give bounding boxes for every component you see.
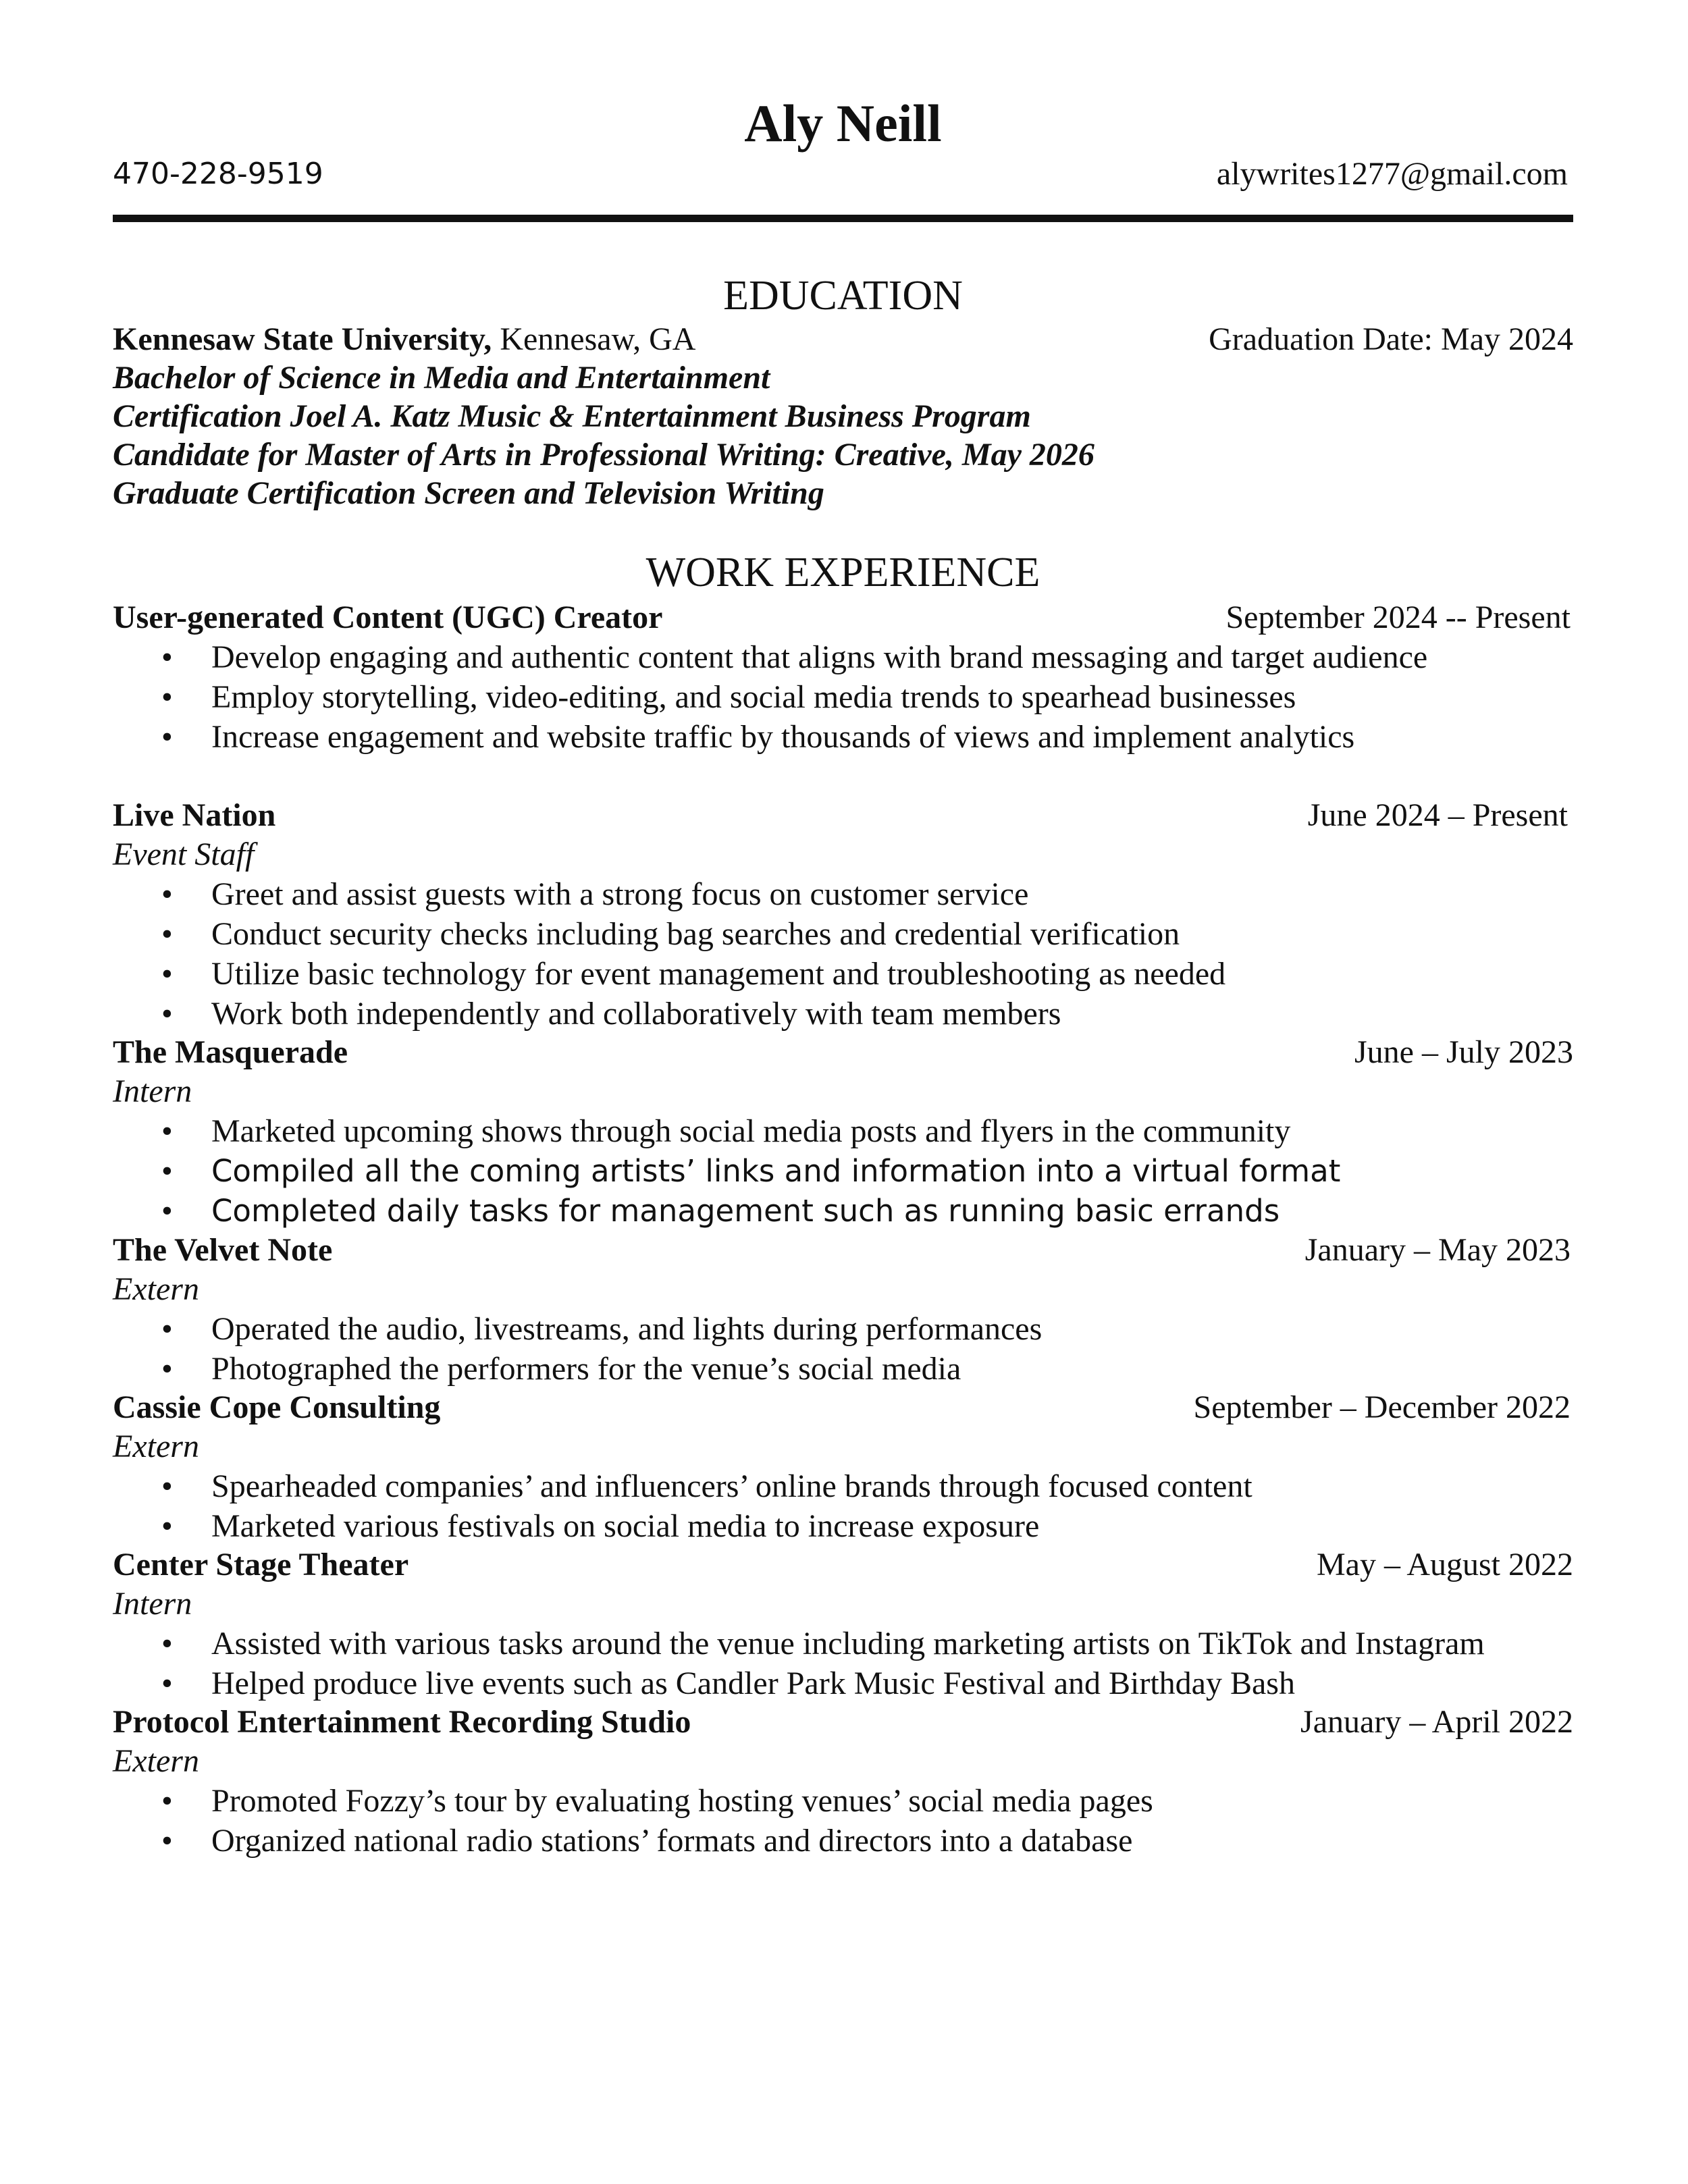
job-role: Intern <box>113 1073 192 1109</box>
job-org: Center Stage Theater <box>113 1547 409 1582</box>
job-header-live-nation <box>113 796 1573 835</box>
job-role: Event Staff <box>113 836 255 872</box>
job-dates: January – April 2022 <box>1300 1704 1573 1740</box>
job-org: Cassie Cope Consulting <box>113 1389 441 1425</box>
bullet-icon: • <box>161 956 173 992</box>
bullet-icon: • <box>161 1626 173 1661</box>
job-role: Extern <box>113 1271 199 1307</box>
job-org: Live Nation <box>113 797 276 833</box>
bullet-icon: • <box>161 1193 173 1229</box>
graduation-date: Graduation Date: May 2024 <box>1209 321 1573 357</box>
job-org: The Masquerade <box>113 1034 348 1070</box>
education-school-row <box>113 320 1573 359</box>
job-dates: June – July 2023 <box>1354 1034 1573 1070</box>
job-header-masquerade <box>113 1033 1573 1072</box>
bullet-icon: • <box>161 719 173 755</box>
job-org: Protocol Entertainment Recording Studio <box>113 1704 691 1740</box>
bullet-icon: • <box>161 1113 173 1149</box>
school-name: Kennesaw State University, <box>113 321 492 357</box>
bullet-icon: • <box>161 1153 173 1189</box>
bullet-icon: • <box>161 1508 173 1544</box>
masters-line: Candidate for Master of Arts in Professional Writing: Creative, May 2026 <box>113 437 1094 473</box>
education-heading: EDUCATION <box>723 273 963 319</box>
job-header-protocol <box>113 1703 1573 1742</box>
bullet-icon: • <box>161 876 173 912</box>
school-location: Kennesaw, GA <box>492 321 696 357</box>
job-role: Intern <box>113 1586 192 1622</box>
job-dates: June 2024 – Present <box>1307 797 1568 833</box>
job-header-velvet-note <box>113 1231 1573 1270</box>
job-org: The Velvet Note <box>113 1232 333 1268</box>
degree-line: Bachelor of Science in Media and Entertainment <box>113 360 770 396</box>
bullet-icon: • <box>161 679 173 715</box>
bullet-icon: • <box>161 1311 173 1347</box>
bullet-icon: • <box>161 1783 173 1819</box>
contact-row <box>113 154 1573 194</box>
work-experience-heading: WORK EXPERIENCE <box>645 550 1040 595</box>
bullet-icon: • <box>161 639 173 675</box>
bullet-icon: • <box>161 1666 173 1701</box>
header-divider <box>113 215 1573 222</box>
job-org: User-generated Content (UGC) Creator <box>113 600 663 635</box>
bullet-icon: • <box>161 1823 173 1859</box>
job-role: Extern <box>113 1429 199 1464</box>
bullet-icon: • <box>161 1468 173 1504</box>
bullet-icon: • <box>161 916 173 952</box>
graduate-certification-line: Graduate Certification Screen and Television Writing <box>113 475 824 511</box>
job-dates: September 2024 -- Present <box>1225 600 1571 635</box>
job-dates: May – August 2022 <box>1316 1547 1573 1582</box>
job-dates: September – December 2022 <box>1193 1389 1571 1425</box>
candidate-name: Aly Neill <box>744 94 942 153</box>
phone-number: 470-228-9519 <box>113 157 323 191</box>
bullet-icon: • <box>161 996 173 1032</box>
email-address: alywrites1277@gmail.com <box>1216 156 1568 192</box>
bullet-icon: • <box>161 1351 173 1387</box>
job-dates: January – May 2023 <box>1304 1232 1571 1268</box>
certification-line: Certification Joel A. Katz Music & Entertainment Business Program <box>113 398 1031 434</box>
job-header-cassie-cope <box>113 1388 1573 1427</box>
job-header-center-stage <box>113 1545 1573 1584</box>
job-role: Extern <box>113 1743 199 1779</box>
job-header-ugc <box>113 598 1573 637</box>
